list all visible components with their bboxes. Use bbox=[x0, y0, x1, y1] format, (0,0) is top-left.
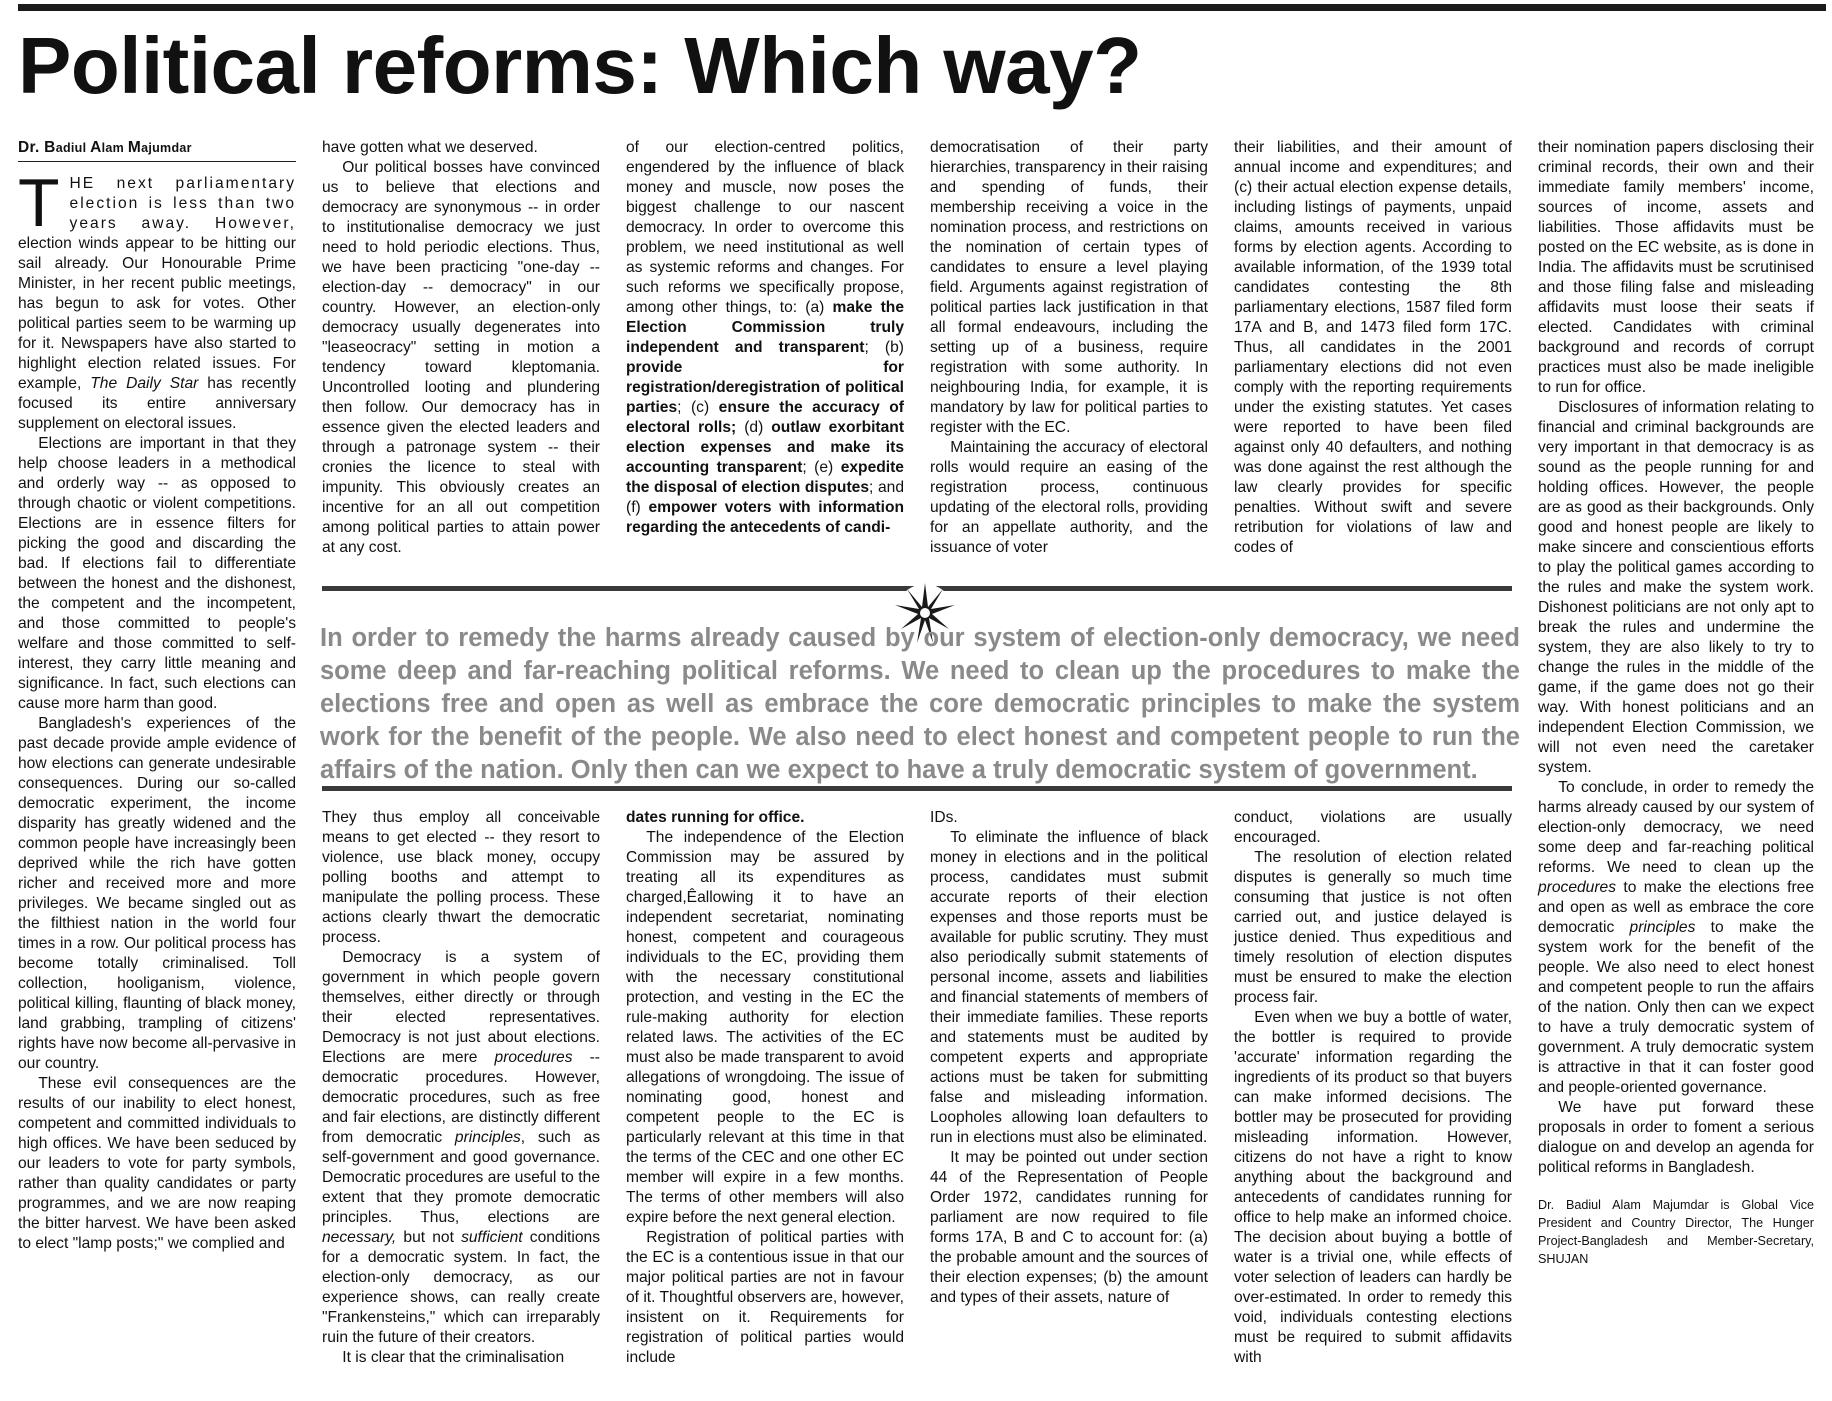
headline: Political reforms: Which way? bbox=[18, 21, 1142, 110]
paragraph: Maintaining the accuracy of electoral rolls would require an easing of the registration process, continuous updating of the electoral rolls, providing for an appellate authority, and the issuance of voter bbox=[930, 439, 1208, 556]
column-3-lower bbox=[626, 808, 904, 1368]
paragraph: These evil consequences are the results of our inability to elect honest, competent and committed individuals to high offices. We have been seduced by our leaders to vote for party symbols, rather than quality candidates or party programmes, and we are now reaping the bitter harvest. We have been asked to elect "lamp posts;" we complied and bbox=[18, 1075, 296, 1252]
column-3-upper bbox=[626, 138, 904, 538]
paragraph: Bangladesh's experiences of the past decade provide ample evidence of how elections can generate undesirable consequences. During our so-called democratic experiment, the income disparity has greatly widened and the common people have increasingly been deprived while the rich have gotten richer and received more and more privileges. We became singled out as the filthiest nation in the world four times in a row. Our political process has become totally criminalised. Toll collection, hooliganism, violence, political killing, flaunting of black money, land grabbing, trampling of citizens' rights have now become all-pervasive in our country. bbox=[18, 715, 296, 1072]
paragraph: It may be pointed out under section 44 of the Representation of People Order 1972, candidates running for parliament are now required to file forms 17A, B and C to account for: (a) the probable amount and the sources of their election expenses; (b) the amount and types of their assets, nature of bbox=[930, 1149, 1208, 1306]
paragraph: To eliminate the influence of black money in elections and in the political process, candidates must submit accurate reports of their election expenses and those reports must be available for public scrutiny. They must also periodically submit statements of personal income, assets and liabilities and financial statements of members of their immediate families. These reports and statements must be audited by competent experts and appropriate actions must be taken for submitting false and misleading information. Loopholes allowing loan defaulters to run in elections must also be eliminated. bbox=[930, 829, 1208, 1146]
column-5-upper bbox=[1234, 138, 1512, 558]
column-4-upper bbox=[930, 138, 1208, 558]
byline: Dr. Badiul Alam Majumdar bbox=[18, 138, 296, 162]
paragraph: democratisation of their party hierarchies, transparency in their raising and spending of funds, their membership receiving a voice in the nomination process, and restrictions on the nomination of certain types of candidates to ensure a level playing field. Arguments against registration of political parties lack justification in that all formal endeavours, including the setting up of a business, require registration with some authority. In neighbouring India, for example, it is mandatory by law for political parties to register with the EC. bbox=[930, 139, 1208, 436]
column-6 bbox=[1538, 138, 1814, 1268]
column-2-lower bbox=[322, 808, 600, 1368]
paragraph: They thus employ all conceivable means to get elected -- they resort to violence, use black money, occupy polling booths and attempt to manipulate the polling process. These actions clearly thwart the democratic process. bbox=[322, 809, 600, 946]
paragraph: The independence of the Election Commission may be assured by treating all its expenditures as charged,Êallowing it to have an independent secretariat, nominating honest, competent and courageous individuals to the EC, providing them with the necessary constitutional protection, and vesting in the EC the rule-making authority for election related laws. The activities of the EC must also be made transparent to avoid allegations of wrongdoing. The issue of nominating good, honest and competent people to the EC is particularly relevant at this time in that the terms of the CEC and one other EC member will expire in a few months. The terms of other members will also expire before the next general election. bbox=[626, 829, 904, 1226]
column-5-lower bbox=[1234, 808, 1512, 1368]
column-2-upper bbox=[322, 138, 600, 558]
paragraph: have gotten what we deserved. bbox=[322, 139, 538, 156]
paragraph: It is clear that the criminalisation bbox=[342, 1349, 565, 1366]
paragraph: their nomination papers disclosing their criminal records, their own and their immediate family members' income, sources of income, assets and liabilities. Those affidavits must be posted on the EC website, as is done in India. The affidavits must be scrutinised and those filing false and misleading affidavits must loose their seats if elected. Candidates with criminal background and records of corrupt practices must also be made ineligible to run for office. bbox=[1538, 139, 1814, 396]
paragraph: Our political bosses have convinced us to believe that elections and democracy are synonymous -- in order to institutionalise democracy we just need to hold periodic elections. Thus, we have been practicing "one-day -- election-day -- democracy" in our country. However, an election-only democracy usually degenerates into "leaseocracy" setting in motion a tendency toward kleptomania. Uncontrolled looting and plundering then follow. Our democracy has in essence given the elected leaders and through a patronage system -- their cronies the licence to steal with impunity. This obviously creates an incentive for an all out competition among political parties to attain power at any cost. bbox=[322, 159, 600, 556]
paragraph: IDs. bbox=[930, 809, 958, 826]
paragraph: The resolution of election related disputes is generally so much time consuming that justice is not often carried out, and justice delayed is justice denied. Thus expeditious and timely resolution of election disputes must be ensured to make the election process fair. bbox=[1234, 849, 1512, 1006]
paragraph: dates running for office. bbox=[626, 809, 805, 826]
author-bio: Dr. Badiul Alam Majumdar is Global Vice President and Country Director, The Hunger Project-Bangladesh and Member-Secretary, SHUJAN bbox=[1538, 1198, 1814, 1266]
paragraph: Elections are important in that they help choose leaders in a methodical and orderly way -- as opposed to through chaotic or violent competitions. Elections are in essence filters for picking the good and discarding the bad. If elections fail to differentiate between the honest and the dishonest, the competent and the incompetent, and those committed to people's welfare and those committed to self-interest, they carry little meaning and significance. In fact, such elections can cause more harm than good. bbox=[18, 435, 296, 712]
paragraph: We have put forward these proposals in order to foment a serious dialogue on and develop an agenda for political reforms in Bangladesh. bbox=[1538, 1099, 1814, 1176]
column-1 bbox=[18, 138, 296, 1254]
pull-quote-bottom-rule bbox=[322, 786, 1512, 791]
paragraph: Even when we buy a bottle of water, the bottler is required to provide 'accurate' information regarding the ingredients of its product so that buyers can make informed decisions. The bottler may be prosecuted for providing misleading information. However, citizens do not have a right to know anything about the background and antecedents of candidates running for office to help make an informed choice. The decision about buying a bottle of water is a trivial one, while effects of voter selection of leaders can hardly be over-estimated. In order to remedy this void, individuals contesting elections must be required to submit affidavits with bbox=[1234, 1009, 1512, 1366]
paragraph: conduct, violations are usually encouraged. bbox=[1234, 809, 1512, 846]
column-4-lower bbox=[930, 808, 1208, 1308]
lead-paragraph: THE next parliamentary election is less than two years away. However, election winds appear to be hitting our sail already. Our Honourable Prime Minister, in her recent public meetings, has begun to ask for votes. Other political parties seem to be warming up for it. Newspapers have also started to highlight election related issues. For example, The Daily Star has recently focused its entire anniversary supplement on electoral issues. bbox=[18, 165, 296, 432]
paragraph: Registration of political parties with the EC is a contentious issue in that our major political parties are not in favour of it. Thoughtful observers are, however, insistent on it. Requirements for registration of political parties would include bbox=[626, 1229, 904, 1366]
paragraph: To conclude, in order to remedy the harms already caused by our system of election-only democracy, we need some deep and far-reaching political reforms. We need to clean up the procedures to make the elections free and open as well as embrace the core democratic principles to make the system work for the benefit of the people. We also need to elect honest and competent people to run the affairs of the nation. Only then can we expect to have a truly democratic system of government. A truly democratic system is attractive in that it can foster good and people-oriented governance. bbox=[1538, 779, 1814, 1096]
paragraph: their liabilities, and their amount of annual income and expenditures; and (c) their actual election expense details, including listings of payments, unpaid claims, amounts received in various forms by election agents. According to available information, of the 1939 total candidates contesting the 8th parliamentary elections, 1587 filed form 17A and B, and 1473 filed form 17C. Thus, all candidates in the 2001 parliamentary elections did not even comply with the reporting requirements under the existing statutes. Yet cases were reported to have been filed against only 40 defaulters, and nothing was done against the rest although the law clearly provides for specific penalties. Without swift and severe retribution for violations of law and codes of bbox=[1234, 139, 1512, 556]
paragraph: Disclosures of information relating to financial and criminal backgrounds are very important in that democracy is as sound as the people running for and holding offices. However, the people are as good as their backgrounds. Only good and honest people are likely to make sincere and conscientious efforts to play the political games according to the rules and make the system work. Dishonest politicians are not only apt to break the rules and undermine the system, they are also likely to try to change the rules in the middle of the game, if the game does not go their way. With honest politicians and an independent Election Commission, we will not even need the caretaker system. bbox=[1538, 399, 1814, 776]
top-rule bbox=[18, 4, 1826, 11]
drop-cap: T bbox=[18, 165, 60, 241]
paragraph: of our election-centred politics, engendered by the influence of black money and muscle, now poses the biggest challenge to our nascent democracy. In order to overcome this problem, we need institutional as well as systemic reforms and changes. For such reforms we specifically propose, among other things, to: (a) make the Election Commission truly independent and transparent; (b) provide for registration/deregistration of political parties; (c) ensure the accuracy of electoral rolls; (d) outlaw exorbitant election expenses and make its accounting transparent; (e) expedite the disposal of election disputes; and (f) empower voters with information regarding the antecedents of candi- bbox=[626, 139, 905, 536]
pull-quote: In order to remedy the harms already caused by our system of election-only democracy, we need some deep and far-reaching political reforms. We need to clean up the procedures to make the elections free and open as well as embrace the core democratic principles to make the system work for the benefit of the people. We also need to elect honest and competent people to run the affairs of the nation. Only then can we expect to have a truly democratic system of government. bbox=[320, 624, 1520, 784]
paragraph: Democracy is a system of government in which people govern themselves, either directly or through their elected representatives. Democracy is not just about elections. Elections are mere procedures -- democratic procedures. However, democratic procedures, such as free and fair elections, are distinctly different from democratic principles, such as self-government and good governance. Democratic procedures are useful to the extent that they promote democratic principles. Thus, elections are necessary, but not sufficient conditions for a democratic system. In fact, the election-only democracy, as our experience shows, can really create "Frankensteins," which can irreparably ruin the future of their creators. bbox=[322, 949, 600, 1346]
